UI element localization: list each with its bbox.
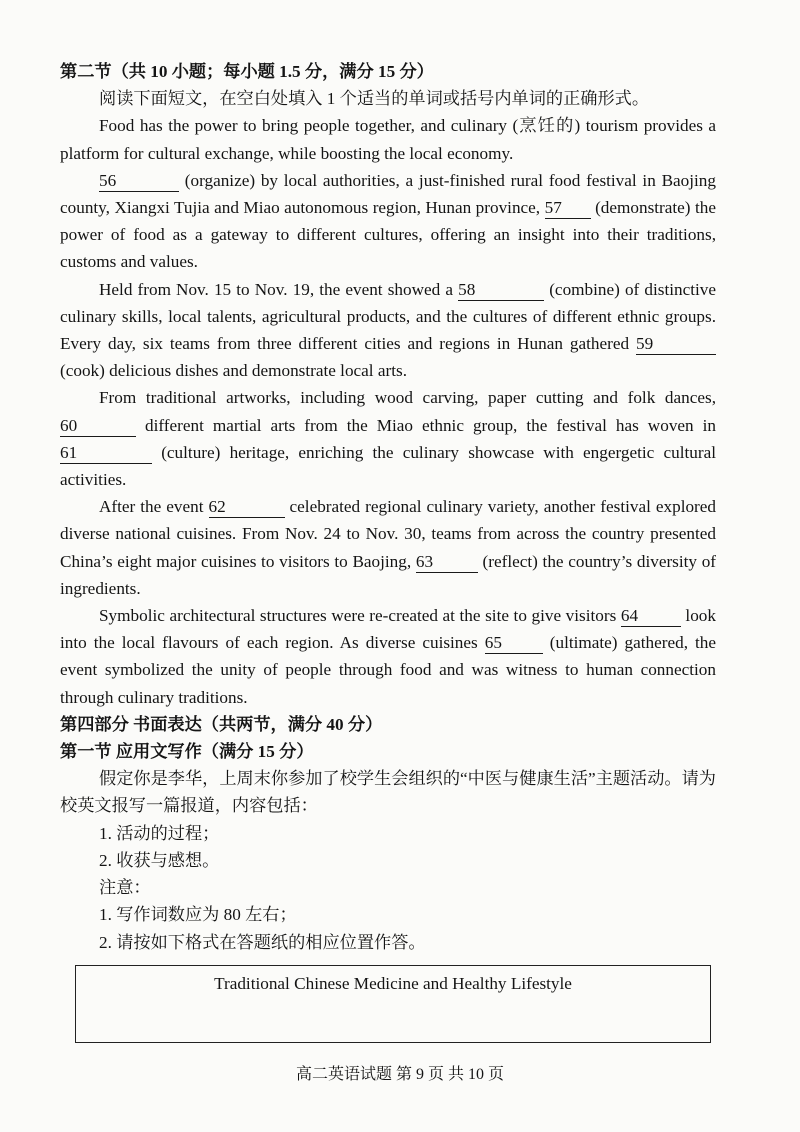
passage-paragraph-6: [60, 602, 716, 711]
notes-label: 注意：: [99, 878, 151, 898]
content-item-1: 1. 活动的过程；: [99, 823, 220, 843]
passage-paragraph-4: [60, 384, 716, 493]
blank-57[interactable]: 57: [545, 198, 591, 219]
blank-61[interactable]: 61: [60, 443, 152, 464]
p5-text-c: (reflect) the country’s diversity of ingredients.: [60, 551, 717, 598]
p4-text-c: (culture) heritage, enriching the culinary showcase with engergetic cultural activities.: [60, 442, 716, 490]
blank-59[interactable]: 59: [636, 334, 716, 355]
blank-64[interactable]: 64: [621, 606, 681, 627]
page-footer: 高二英语试题 第 9 页 共 10 页: [295, 1066, 504, 1083]
exam-page: [60, 58, 716, 956]
p3-text-c: (cook) delicious dishes and demonstrate local arts.: [60, 361, 407, 381]
blank-58[interactable]: 58: [458, 280, 544, 301]
note-item-1: 1. 写作词数应为 80 左右；: [99, 905, 297, 925]
part4-heading: 第四部分 书面表达（共两节，满分 40 分）: [60, 714, 383, 734]
p2-text-b: (demonstrate) the power of food as a gateway to different cultures, offering an insight into their traditions, customs and values.: [60, 198, 716, 272]
p6-text-c: (ultimate) gathered, the event symbolized the unity of people through food and was witness to human connection through culinary traditions.: [60, 633, 716, 707]
blank-56[interactable]: 56: [99, 171, 179, 192]
p4-text-a: From traditional artworks, including wood carving, paper cutting and folk dances,: [99, 388, 716, 408]
blank-63[interactable]: 63: [416, 552, 478, 573]
p5-text-a: After the event: [99, 497, 209, 517]
p3-text-b: (combine) of distinctive culinary skills, local talents, agricultural products, and the cultures of different ethnic groups. Every day, six teams from three different cities and regions in Hunan gathered: [60, 279, 716, 354]
blank-65[interactable]: 65: [485, 633, 543, 654]
passage-paragraph-5: [60, 493, 716, 602]
section2-heading: 第二节（共 10 小题；每小题 1.5 分，满分 15 分）: [60, 62, 434, 81]
content-item-2: 2. 收获与感想。: [99, 850, 220, 870]
section2-instruction: 阅读下面短文，在空白处填入 1 个适当的单词或括号内单词的正确形式。: [99, 89, 650, 109]
p3-text-a: Held from Nov. 15 to Nov. 19, the event showed a: [99, 279, 459, 299]
answer-title-box: [75, 965, 711, 1043]
passage-paragraph-3: [60, 276, 716, 385]
writing-section-heading: 第一节 应用文写作（满分 15 分）: [60, 742, 314, 762]
note-item-2: 2. 请按如下格式在答题纸的相应位置作答。: [99, 932, 426, 952]
p2-text-a: (organize) by local authorities, a just-finished rural food festival in Baojing county, Xiangxi Tujia and Miao autonomous region, Hunan province,: [60, 170, 716, 218]
answer-box-title: Traditional Chinese Medicine and Healthy Lifestyle: [214, 974, 572, 993]
blank-60[interactable]: 60: [60, 416, 136, 437]
passage-paragraph-1: Food has the power to bring people together, and culinary (烹饪的) tourism provides a platform for cultural exchange, while boosting the local economy.: [60, 116, 716, 163]
writing-prompt: 假定你是李华，上周末你参加了校学生会组织的“中医与健康生活”主题活动。请为校英文报写一篇报道，内容包括：: [60, 769, 716, 816]
p4-text-b: different martial arts from the Miao ethnic group, the festival has woven in: [136, 415, 716, 435]
blank-62[interactable]: 62: [209, 497, 285, 518]
p6-text-a: Symbolic architectural structures were re-created at the site to give visitors: [99, 606, 621, 626]
passage-paragraph-2: [60, 167, 716, 276]
p6-text-b: look into the local flavours of each region. As diverse cuisines: [60, 606, 716, 653]
p5-text-b: celebrated regional culinary variety, another festival explored diverse national cuisines. From Nov. 24 to Nov. 30, teams from across the country presented China’s eight major cuisines to visitors to Baojing,: [60, 497, 717, 571]
